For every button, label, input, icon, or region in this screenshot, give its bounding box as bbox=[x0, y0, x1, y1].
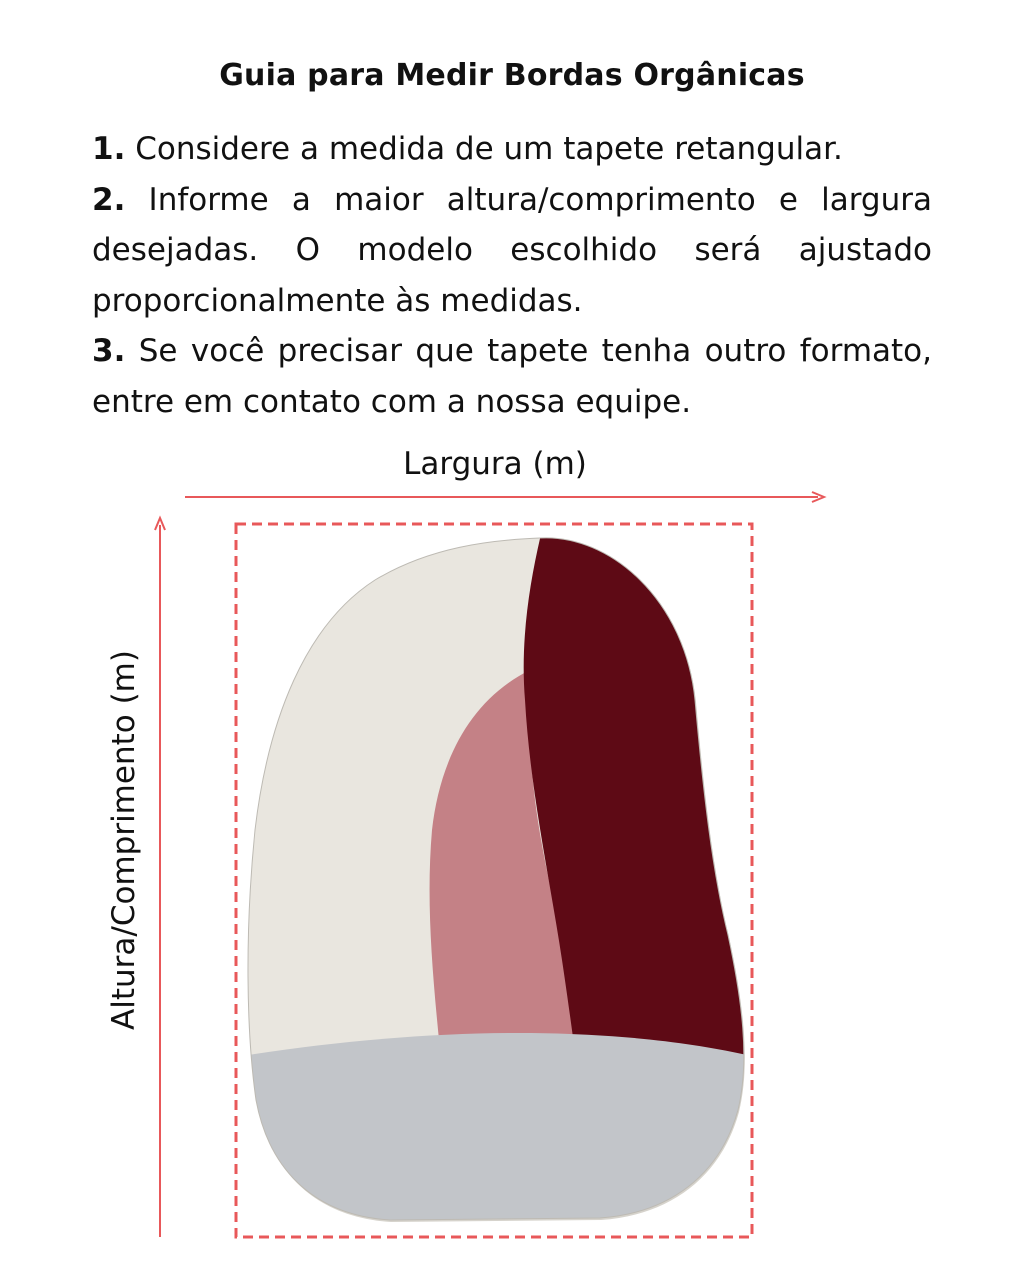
step-number: 1. bbox=[92, 131, 126, 167]
page-title: Guia para Medir Bordas Orgânicas bbox=[219, 58, 805, 93]
organic-rug bbox=[230, 520, 770, 1240]
width-label: Largura (m) bbox=[403, 446, 587, 482]
rug-segment-light-gray bbox=[230, 1033, 760, 1240]
step-text: Se você precisar que tapete tenha outro formato, entre em contato com a nossa equipe. bbox=[92, 333, 932, 420]
step-number: 3. bbox=[92, 333, 126, 369]
step-text: Informe a maior altura/comprimento e largura desejadas. O modelo escolhido será ajustado proporcionalmente às medidas. bbox=[92, 181, 932, 319]
step-number: 2. bbox=[92, 181, 126, 218]
height-label: Altura/Comprimento (m) bbox=[106, 650, 142, 1030]
step-text: Considere a medida de um tapete retangular. bbox=[125, 131, 843, 167]
